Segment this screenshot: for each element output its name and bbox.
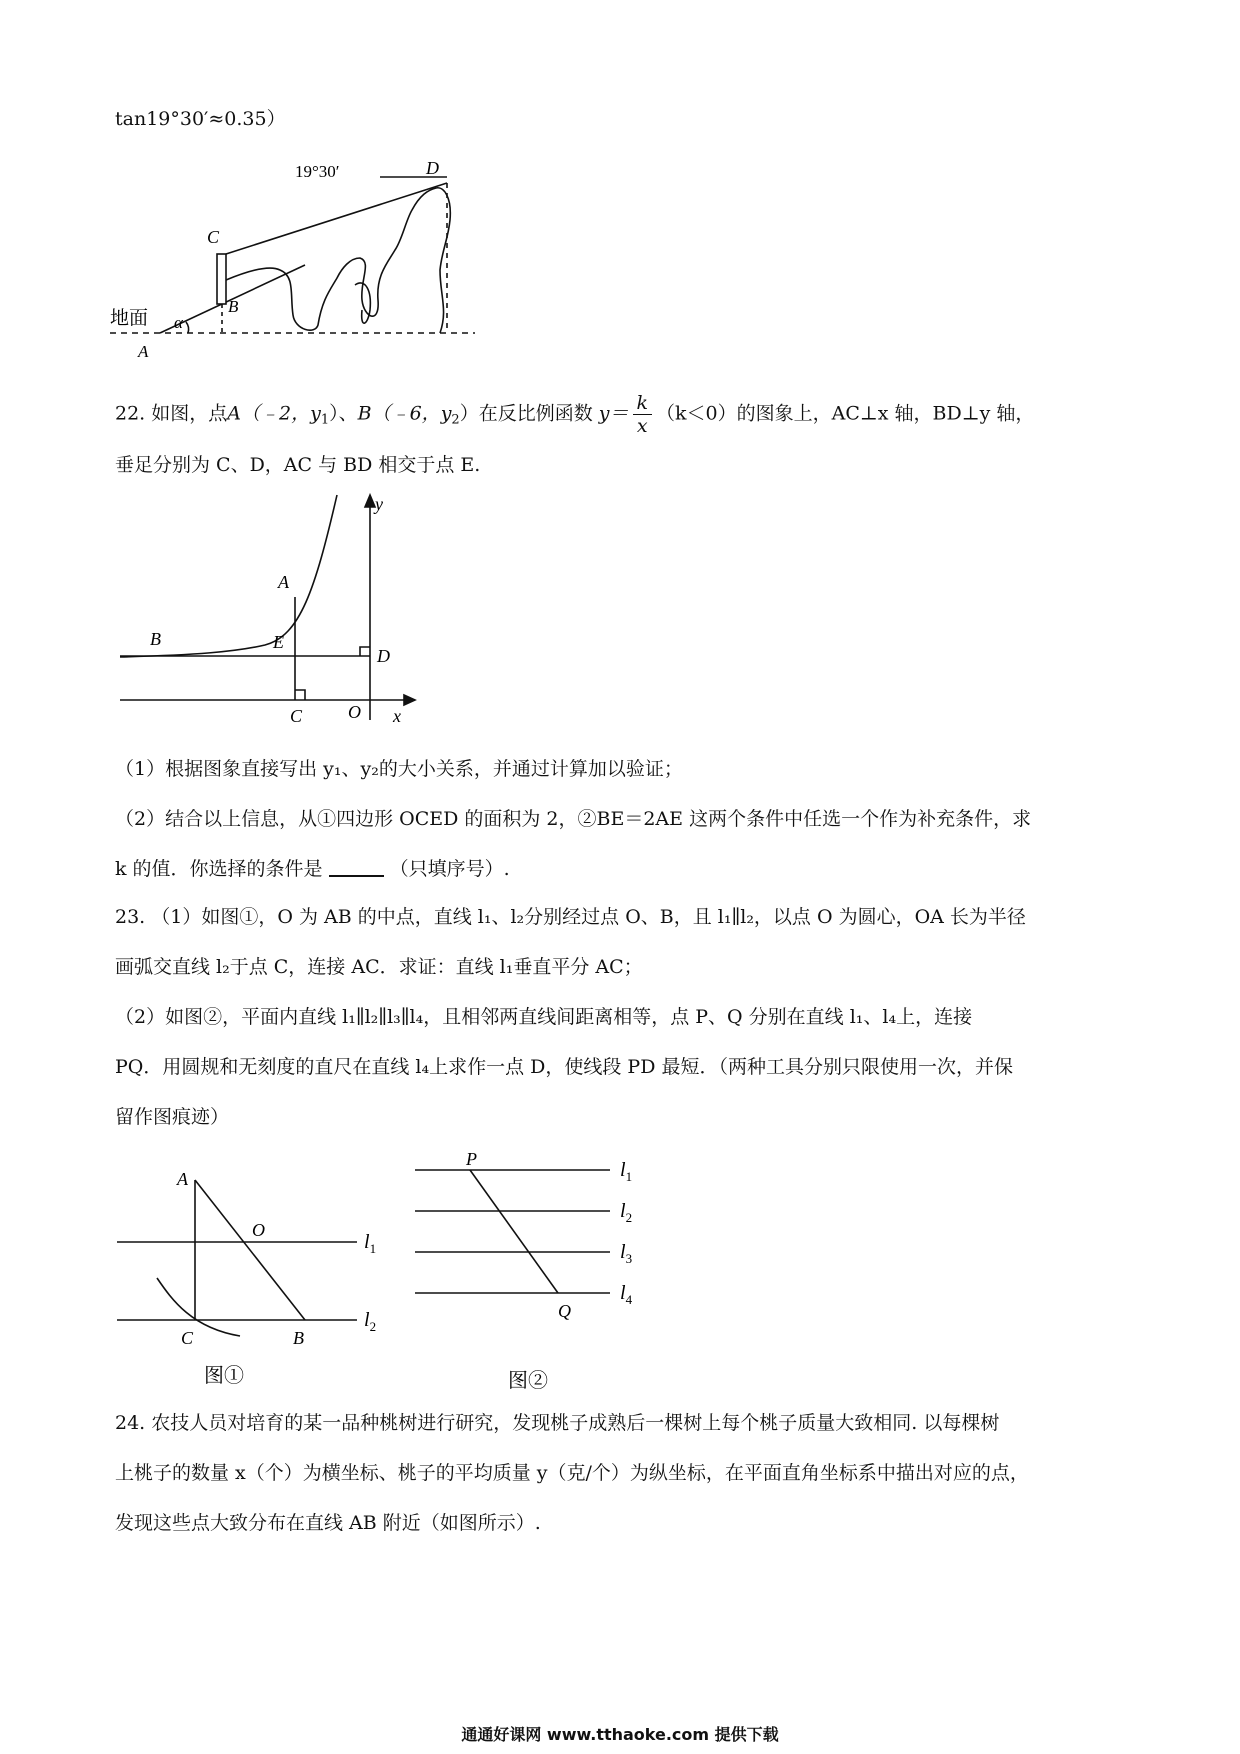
tan-note: tan19°30′≈0.35） <box>115 108 286 130</box>
label-alpha: α <box>174 313 183 332</box>
fraction-k-over-x: $\frac{k}{x}$ <box>633 392 653 437</box>
label-A: A <box>177 1169 188 1189</box>
label-A: A <box>138 342 149 361</box>
label-O: O <box>252 1220 265 1240</box>
q24-line1: 24. 农技人员对培育的某一品种桃树进行研究，发现桃子成熟后一棵树上每个桃子质量大致相同. 以每棵树 <box>115 1412 1000 1434</box>
q23-line1: 23. （1）如图①，O 为 AB 的中点，直线 l₁、l₂分别经过点 O、B，且 l₁∥l₂，以点 O 为圆心，OA 长为半径 <box>115 906 1026 928</box>
label-C: C <box>207 227 220 247</box>
page-footer: 通通好课网 www.tthaoke.com 提供下载 <box>461 1725 779 1744</box>
figure-23-1 <box>112 1160 402 1390</box>
label-Q: Q <box>558 1301 571 1321</box>
q23-line2: 画弧交直线 l₂于点 C，连接 AC．求证：直线 l₁垂直平分 AC； <box>115 956 643 978</box>
q22-line2: 垂足分别为 C、D，AC 与 BD 相交于点 E. <box>115 454 481 476</box>
figure-23-2 <box>410 1145 650 1395</box>
q23-line4: PQ．用圆规和无刻度的直尺在直线 l₄上求作一点 D，使线段 PD 最短．（两种工具分别只限使用一次，并保 <box>115 1056 1013 1078</box>
q22-sub2-line2: k 的值．你选择的条件是 （只填序号）. <box>115 858 510 880</box>
figure-22-hyperbola <box>115 490 425 730</box>
label-D: D <box>426 158 439 178</box>
figure-21-mountain <box>110 150 490 365</box>
label-B: B <box>228 297 239 316</box>
label-E: E <box>273 632 284 652</box>
q22-sub2-line1: （2）结合以上信息，从①四边形 OCED 的面积为 2，②BE＝2AE 这两个条件中任选一个作为补充条件，求 <box>115 808 1032 830</box>
q24-line2: 上桃子的数量 x（个）为横坐标、桃子的平均质量 y（克/个）为纵坐标，在平面直角坐标系中描出对应的点， <box>115 1462 1029 1484</box>
label-D: D <box>377 646 390 666</box>
label-A: A <box>278 572 289 592</box>
q24-line3: 发现这些点大致分布在直线 AB 附近（如图所示）. <box>115 1512 541 1534</box>
label-C: C <box>290 706 303 726</box>
q22-line1: 22. 如图，点A（﹣2，$y_1$）、B（﹣6，$y_2$）在反比例函数 y＝ $\frac{k}{x}$ （k＜0）的图象上，AC⊥x 轴，BD⊥y 轴， <box>115 392 1035 437</box>
label-l1: $l_1$ <box>364 1231 377 1256</box>
label-l1: $l_1$ <box>620 1159 633 1184</box>
q23-line3: （2）如图②，平面内直线 l₁∥l₂∥l₃∥l₄，且相邻两直线间距离相等，点 P、Q 分别在直线 l₁、l₄上，连接 <box>115 1006 973 1028</box>
label-y: y <box>375 494 383 514</box>
label-l2: $l_2$ <box>364 1309 377 1334</box>
answer-blank[interactable] <box>329 857 384 877</box>
label-B: B <box>293 1328 304 1348</box>
label-l3: $l_3$ <box>620 1241 633 1266</box>
label-x: x <box>393 706 401 726</box>
label-O: O <box>348 702 361 722</box>
label-ground: 地面 <box>110 308 149 329</box>
label-l2: $l_2$ <box>620 1200 633 1225</box>
label-P: P <box>466 1149 477 1169</box>
caption-fig1: 图① <box>204 1365 244 1387</box>
label-C: C <box>181 1328 194 1348</box>
q22-sub1: （1）根据图象直接写出 y₁、y₂的大小关系，并通过计算加以验证； <box>115 758 683 780</box>
q23-line5: 留作图痕迹） <box>115 1106 230 1128</box>
label-l4: $l_4$ <box>620 1282 633 1307</box>
label-angle: 19°30′ <box>295 162 340 181</box>
label-B: B <box>150 629 161 649</box>
caption-fig2: 图② <box>508 1370 548 1392</box>
